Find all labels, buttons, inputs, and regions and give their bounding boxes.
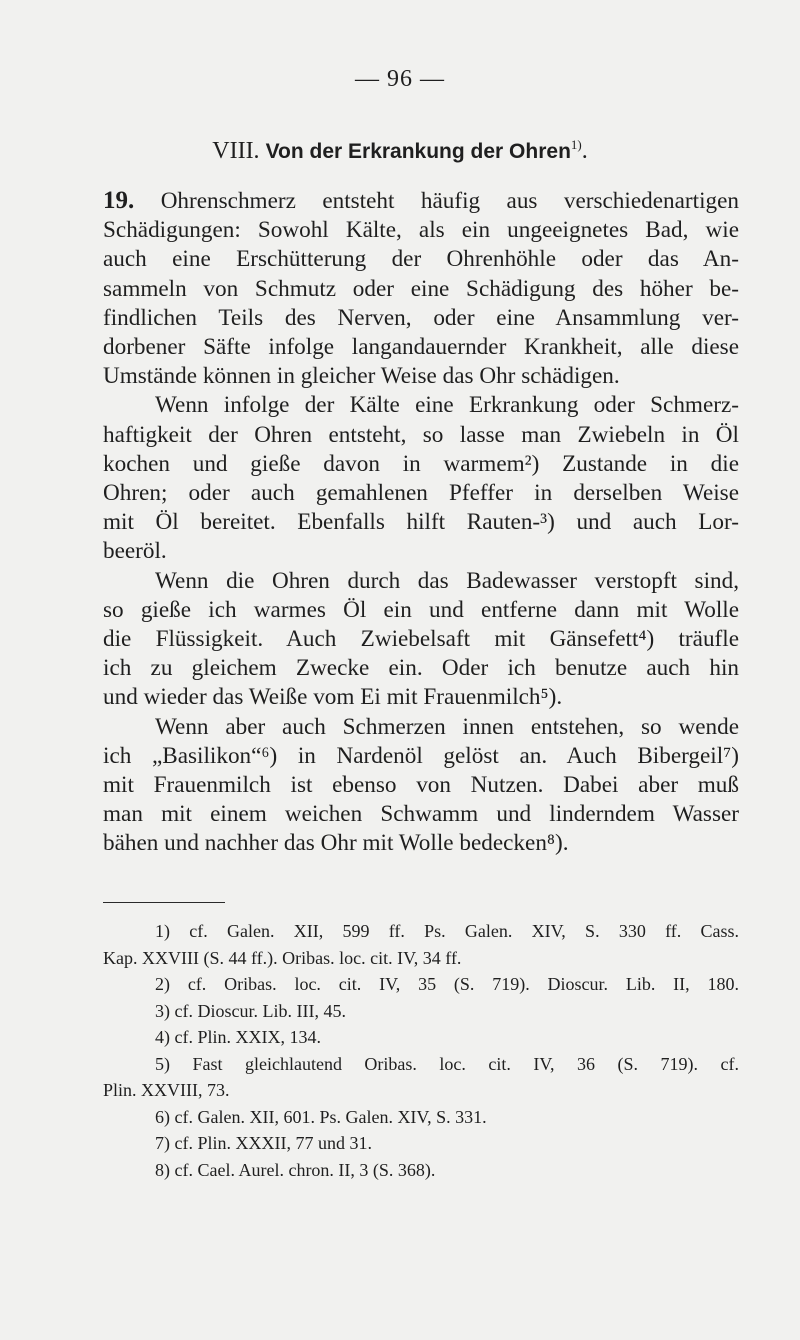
footnote-line: 4) cf. Plin. XXIX, 134. xyxy=(155,1027,321,1047)
text-line: beeröl. xyxy=(103,538,167,565)
footnote-line: 2) cf. Oribas. loc. cit. IV, 35 (S. 719). Dioscur. Lib. II, 180. xyxy=(155,974,739,994)
text-line: dorbener Säfte infolge langandauernder Krankheit, alle diese xyxy=(103,334,739,361)
text-line: Ohren; oder auch gemahlenen Pfeffer in derselben Weise xyxy=(103,480,739,507)
chapter-title-period: . xyxy=(581,138,588,164)
footnote-line: 6) cf. Galen. XII, 601. Ps. Galen. XIV, S. 331. xyxy=(155,1106,487,1127)
chapter-roman-numeral: VIII. xyxy=(212,138,260,164)
text-line: Wenn aber auch Schmerzen innen entstehen, so wende xyxy=(155,713,739,740)
chapter-footnote-ref: 1) xyxy=(570,137,582,152)
footnote-line: 5) Fast gleichlautend Oribas. loc. cit. IV, 36 (S. 719). cf. xyxy=(155,1053,739,1074)
text-line: Wenn infolge der Kälte eine Erkrankung oder Schmerz- xyxy=(155,392,739,419)
chapter-heading xyxy=(0,138,800,165)
paragraph-2 xyxy=(103,391,739,566)
chapter-title: Von der Erkrankung der Ohren xyxy=(265,140,571,163)
paragraph-1 xyxy=(103,186,739,391)
text-line: bähen und nachher das Ohr mit Wolle bedecken⁸). xyxy=(103,830,569,857)
text-line: ich zu gleichem Zwecke ein. Oder ich benutze auch hin xyxy=(103,655,739,682)
text-line: die Flüssigkeit. Auch Zwiebelsaft mit Gänsefett⁴) träufle xyxy=(103,626,739,653)
footnote-line: Kap. XXVIII (S. 44 ff.). Oribas. loc. cit. IV, 34 ff. xyxy=(103,947,462,968)
main-text xyxy=(103,186,739,859)
text-line: man mit einem weichen Schwamm und linderndem Wasser xyxy=(103,801,739,828)
footnote-line: 7) cf. Plin. XXXII, 77 und 31. xyxy=(155,1133,372,1153)
text-line: und wieder das Weiße vom Ei mit Frauenmilch⁵). xyxy=(103,684,563,711)
footnote-line: 1) cf. Galen. XII, 599 ff. Ps. Galen. XIV, S. 330 ff. Cass. xyxy=(155,921,739,941)
text-line: kochen und gieße davon in warmem²) Zustande in die xyxy=(103,450,739,477)
text-line: so gieße ich warmes Öl ein und entferne dann mit Wolle xyxy=(103,596,739,623)
text-line: haftigkeit der Ohren entsteht, so lasse man Zwiebeln in Öl xyxy=(103,421,739,448)
text-line: Umstände können in gleicher Weise das Ohr schädigen. xyxy=(103,363,620,390)
text-line: mit Öl bereitet. Ebenfalls hilft Rauten-³) und auch Lor- xyxy=(103,509,739,536)
text-line: 19. Ohrenschmerz entsteht häufig aus verschiedenartigen xyxy=(103,187,739,214)
footnote-line: 3) cf. Dioscur. Lib. III, 45. xyxy=(155,1000,346,1021)
page-number: — 96 — xyxy=(355,66,445,92)
footnote-line: Plin. XXVIII, 73. xyxy=(103,1080,230,1100)
text-line: Wenn die Ohren durch das Badewasser verstopft sind, xyxy=(155,567,739,594)
text-line: sammeln von Schmutz oder eine Schädigung des höher be- xyxy=(103,275,739,302)
footnotes xyxy=(103,918,739,1183)
text-line: Schädigungen: Sowohl Kälte, als ein ungeeignetes Bad, wie xyxy=(103,217,739,244)
text-line: auch eine Erschütterung der Ohrenhöhle oder das An- xyxy=(103,246,739,273)
paragraph-3 xyxy=(103,567,739,713)
text-line: findlichen Teils des Nerven, oder eine Ansammlung ver- xyxy=(103,304,739,331)
footnote-line: 8) cf. Cael. Aurel. chron. II, 3 (S. 368). xyxy=(155,1159,436,1180)
paragraph-4 xyxy=(103,713,739,859)
text-line: mit Frauenmilch ist ebenso von Nutzen. Dabei aber muß xyxy=(103,772,739,799)
text-line: ich „Basilikon“⁶) in Nardenöl gelöst an. Auch Bibergeil⁷) xyxy=(103,742,739,769)
footnote-separator xyxy=(103,902,225,903)
section-number: 19. xyxy=(103,187,135,214)
